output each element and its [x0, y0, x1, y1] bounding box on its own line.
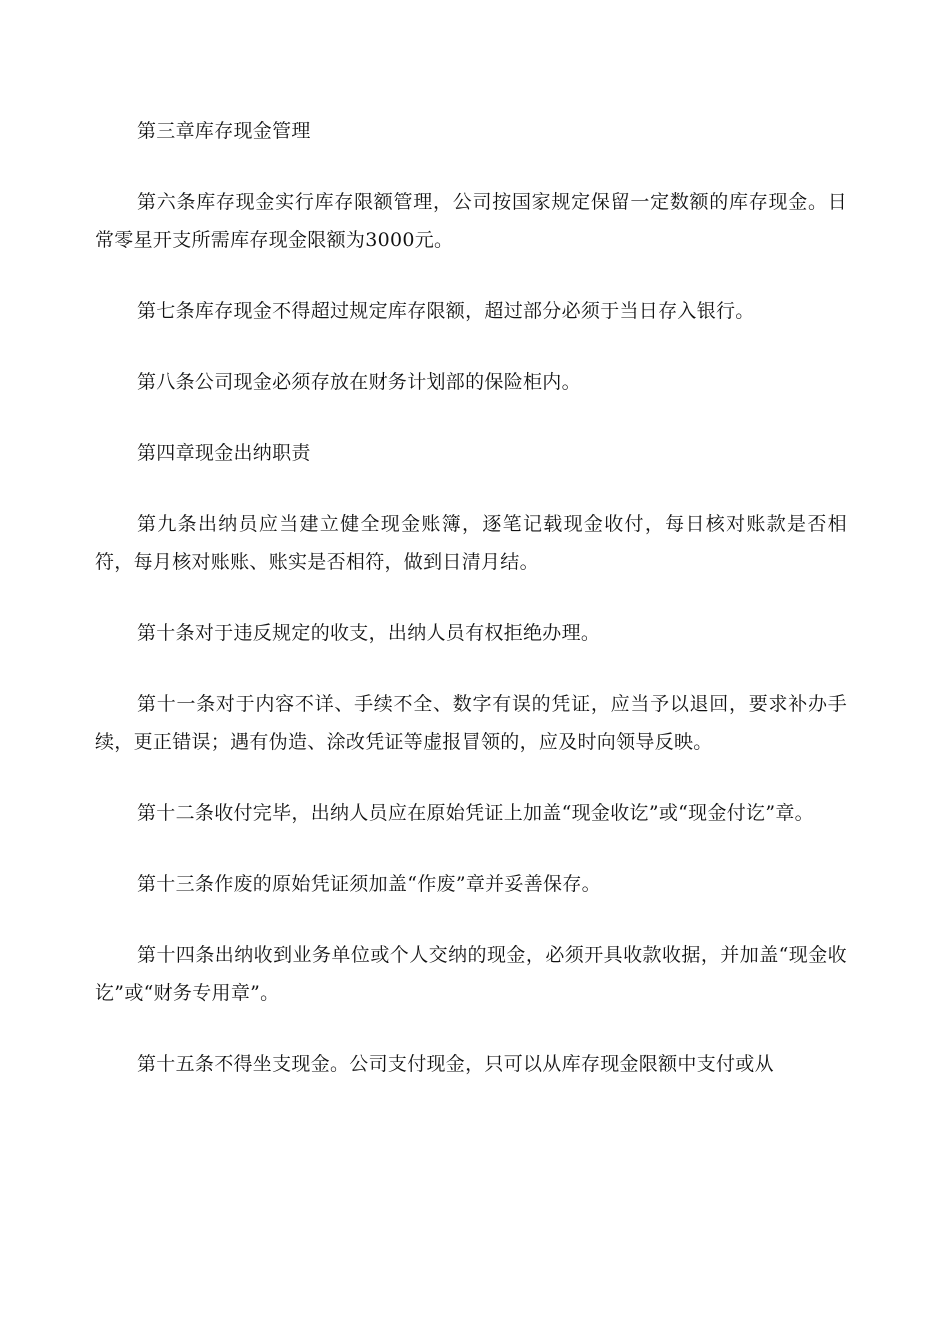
article-9: 第九条出纳员应当建立健全现金账簿，逐笔记载现金收付，每日核对账款是否相符，每月核对账账、账实是否相符，做到日清月结。	[95, 513, 847, 573]
document-body	[95, 112, 847, 1116]
article-8: 第八条公司现金必须存放在财务计划部的保险柜内。	[137, 371, 581, 393]
article-6: 第六条库存现金实行库存限额管理，公司按国家规定保留一定数额的库存现金。日常零星开支所需库存现金限额为3000元。	[95, 191, 847, 251]
article-14: 第十四条出纳收到业务单位或个人交纳的现金，必须开具收款收据，并加盖“现金收讫”或“财务专用章”。	[95, 944, 847, 1004]
article-12: 第十二条收付完毕，出纳人员应在原始凭证上加盖“现金收讫”或“现金付讫”章。	[137, 802, 814, 824]
article-13: 第十三条作废的原始凭证须加盖“作废”章并妥善保存。	[137, 873, 601, 895]
article-15: 第十五条不得坐支现金。公司支付现金，只可以从库存现金限额中支付或从	[137, 1053, 774, 1075]
chapter-heading-3: 第三章库存现金管理	[137, 120, 311, 142]
chapter-heading-4: 第四章现金出纳职责	[137, 442, 311, 464]
article-7: 第七条库存现金不得超过规定库存限额，超过部分必须于当日存入银行。	[137, 300, 755, 322]
article-11: 第十一条对于内容不详、手续不全、数字有误的凭证，应当予以退回，要求补办手续，更正错误；遇有伪造、涂改凭证等虚报冒领的，应及时向领导反映。	[95, 693, 847, 753]
article-10: 第十条对于违反规定的收支，出纳人员有权拒绝办理。	[137, 622, 601, 644]
